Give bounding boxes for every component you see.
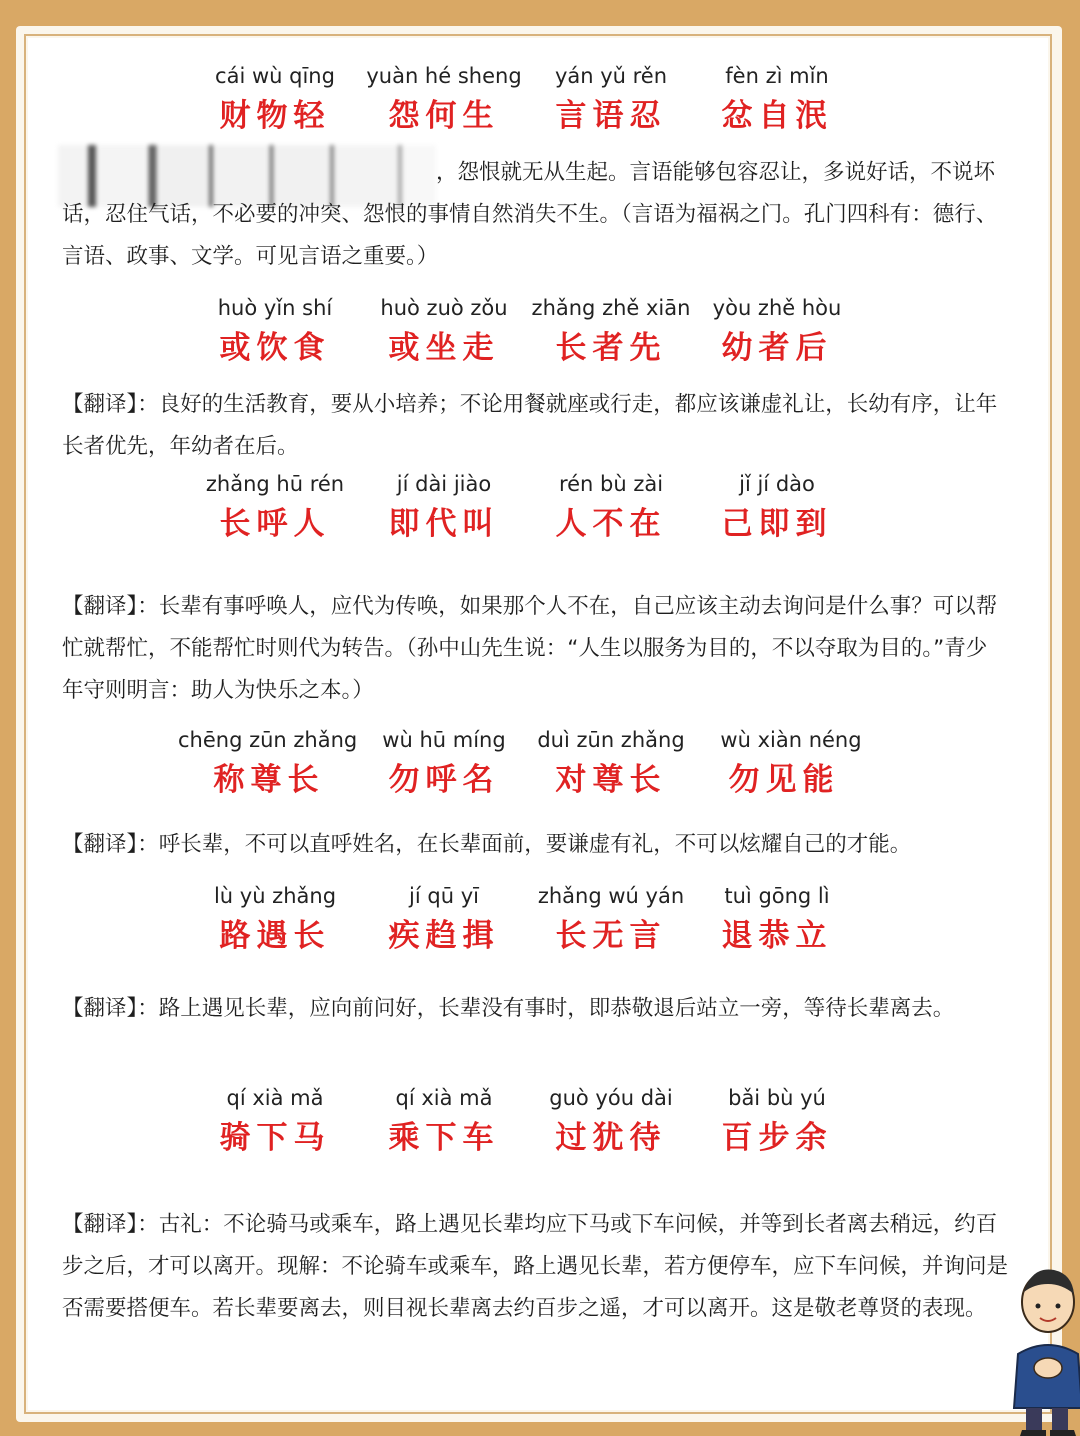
verse-group [526,294,696,368]
verse-group [190,294,360,368]
hanzi-text: 路遇长 [219,918,331,954]
hanzi-text: 乘下车 [388,1120,500,1156]
translation-paragraph [62,586,1008,712]
pinyin-text: yuàn hé sheng [366,64,522,88]
pinyin-text: zhǎng zhě xiān [531,296,691,320]
hanzi-text: 对尊长 [555,762,667,798]
pinyin-text: zhǎng hū rén [205,472,345,496]
pinyin-text: qí xià mǎ [226,1086,324,1110]
hanzi-text: 财物轻 [219,98,331,134]
hanzi-text: 或坐走 [388,330,500,366]
translation-paragraph [62,384,1008,468]
verse-group [692,1084,862,1158]
hanzi-text: 退恭立 [721,918,833,954]
translation-paragraph [62,1204,1008,1330]
pinyin-text: qí xià mǎ [395,1086,493,1110]
translation-paragraph [62,988,1008,1030]
verse-group [692,470,862,544]
pinyin-text: guò yóu dài [549,1086,673,1110]
verse-group [526,726,696,800]
translation-text: 长辈有事呼唤人，应代为传唤，如果那个人不在，自己应该主动去询问是什么事？可以帮忙就帮忙，不能帮忙时则代为转告。（孙中山先生说：“人生以服务为目的，不以夺取为目的。”青少年守则明言：助人为快乐之本。） [62,594,998,703]
translation-label: 【翻译】： [62,996,159,1021]
pinyin-text: wù hū míng [382,728,506,752]
pinyin-text: huò zuò zǒu [380,296,508,320]
translation-text: ，怨恨就无从生起。言语能够包容忍让，多说好话，不说坏话，忍住气话，不必要的冲突、怨恨的事情自然消失不生。（言语为福祸之门。孔门四科有：德行、言语、政事、文学。可见言语之重要。） [62,160,998,269]
verse-group [359,882,529,956]
verse-group [526,470,696,544]
hanzi-text: 骑下马 [219,1120,331,1156]
verse-group [692,62,862,136]
verse-group [359,294,529,368]
verse-group [692,294,862,368]
pinyin-text: jǐ jí dào [739,472,815,496]
verse-group [706,726,876,800]
pinyin-text: cái wù qīng [215,64,335,88]
verse-group [359,470,529,544]
hanzi-text: 称尊长 [213,762,325,798]
hanzi-text: 即代叫 [388,506,500,542]
hanzi-text: 或饮食 [219,330,331,366]
pinyin-text: rén bù zài [558,472,664,496]
verse-group [190,62,360,136]
pinyin-text: jí dài jiào [396,472,492,496]
translation-text: 路上遇见长辈，应向前问好，长辈没有事时，即恭敬退后站立一旁，等待长辈离去。 [158,996,955,1021]
pinyin-text: bǎi bù yú [728,1086,826,1110]
hanzi-text: 长呼人 [219,506,331,542]
hanzi-text: 言语忍 [555,98,667,134]
hanzi-text: 怨何生 [388,98,500,134]
translation-label: 【翻译】： [62,392,159,417]
verse-group [359,726,529,800]
pinyin-text: jí qū yī [409,884,479,908]
pinyin-text: fèn zì mǐn [725,64,829,88]
translation-text: 良好的生活教育，要从小培养；不论用餐就座或行走，都应该谦虚礼让，长幼有序，让年长者优先，年幼者在后。 [62,392,998,459]
verse-group [692,882,862,956]
pinyin-text: lù yù zhǎng [213,884,337,908]
translation-text: 呼长辈，不可以直呼姓名，在长辈面前，要谦虚有礼，不可以炫耀自己的才能。 [158,832,912,857]
hanzi-text: 长者先 [555,330,667,366]
pinyin-text: zhǎng wú yán [537,884,685,908]
pinyin-text: chēng zūn zhǎng [178,728,358,752]
hanzi-text: 幼者后 [721,330,833,366]
translation-label: 【翻译】： [62,1212,159,1237]
hanzi-text: 人不在 [555,506,667,542]
hanzi-text: 勿呼名 [388,762,500,798]
verse-group [359,1084,529,1158]
pinyin-text: duì zūn zhǎng [537,728,685,752]
pinyin-text: yán yǔ rěn [554,64,668,88]
hanzi-text: 忿自泯 [721,98,833,134]
pinyin-text: yòu zhě hòu [712,296,842,320]
pinyin-text: huò yǐn shí [217,296,333,320]
verse-group [526,1084,696,1158]
verse-group [359,62,529,136]
translation-label: 【翻译】： [62,594,159,619]
verse-group [178,726,358,800]
verse-group [526,62,696,136]
hanzi-text: 己即到 [721,506,833,542]
hanzi-text: 长无言 [555,918,667,954]
hanzi-text: 百步余 [721,1120,833,1156]
pinyin-text: wù xiàn néng [720,728,862,752]
translation-paragraph [62,152,1008,278]
verse-group [190,470,360,544]
translation-paragraph [62,824,1008,866]
pinyin-text: tuì gōng lì [724,884,830,908]
hanzi-text: 疾趋揖 [388,918,500,954]
cartoon-boy-illustration [1012,1258,1080,1436]
translation-label: 【翻译】： [62,832,159,857]
translation-text: 古礼：不论骑马或乘车，路上遇见长辈均应下马或下车问候，并等到长者离去稍远，约百步之后，才可以离开。现解：不论骑车或乘车，路上遇见长辈，若方便停车，应下车问候，并询问是否需要搭便车。若长辈要离去，则目视长辈离去约百步之遥，才可以离开。这是敬老尊贤的表现。 [62,1212,1009,1321]
verse-group [190,882,360,956]
verse-group [190,1084,360,1158]
verse-group [526,882,696,956]
hanzi-text: 过犹待 [555,1120,667,1156]
hanzi-text: 勿见能 [728,762,840,798]
